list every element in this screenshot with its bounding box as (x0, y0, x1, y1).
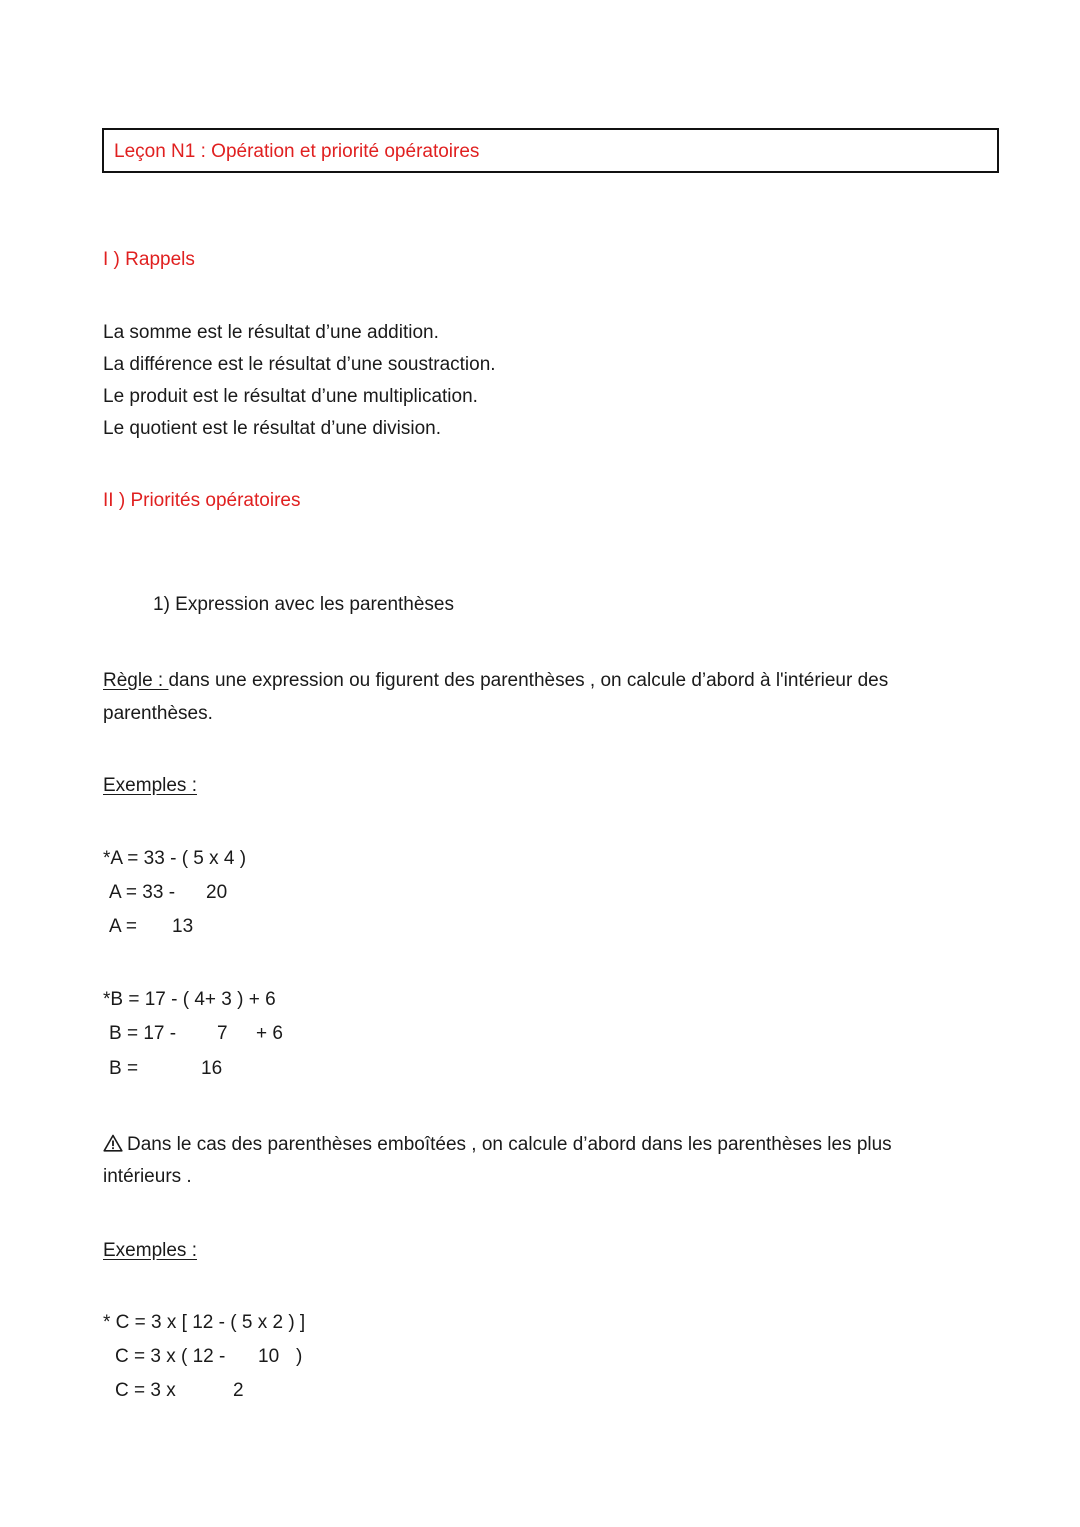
definition-line: Le produit est le résultat d’une multiplication. (103, 386, 478, 407)
example-b-line-3-left: B = (109, 1058, 139, 1079)
example-a-line-3-value: 13 (172, 916, 194, 937)
example-c-line-3-value: 2 (233, 1380, 244, 1401)
warning-line-2: intérieurs . (103, 1166, 192, 1187)
example-b-line-1: *B = 17 - ( 4+ 3 ) + 6 (103, 989, 276, 1010)
example-a-line-2-left: A = 33 - (109, 882, 176, 903)
rule-line-1 (103, 670, 888, 692)
section-1-heading: I ) Rappels (103, 249, 195, 270)
title-box (102, 128, 999, 173)
example-c-line-3-left: C = 3 x (115, 1380, 176, 1401)
lesson-title: Leçon N1 : Opération et priorité opératoires (114, 141, 480, 162)
definition-line: La différence est le résultat d’une soustraction. (103, 354, 496, 375)
warning-line-1 (103, 1134, 892, 1156)
example-a-line-1: *A = 33 - ( 5 x 4 ) (103, 848, 247, 869)
example-a-line-2-value: 20 (206, 882, 228, 903)
example-a-line-3-left: A = (109, 916, 137, 937)
section-2-heading: II ) Priorités opératoires (103, 490, 301, 511)
rule-text: dans une expression ou figurent des parenthèses , on calcule d’abord à l'intérieur des (168, 670, 889, 691)
rule-line-2: parenthèses. (103, 703, 213, 724)
example-b-line-3-value: 16 (201, 1058, 223, 1079)
definition-line: Le quotient est le résultat d’une division. (103, 418, 441, 439)
example-b-line-2-right: + 6 (256, 1023, 283, 1044)
examples-label: Exemples : (103, 775, 197, 796)
warning-text: Dans le cas des parenthèses emboîtées , on calcule d’abord dans les parenthèses les plus (127, 1134, 892, 1155)
warning-icon (103, 1134, 123, 1152)
example-b-line-2-left: B = 17 - (109, 1023, 177, 1044)
example-b-line-2-value: 7 (217, 1023, 228, 1044)
subsection-heading: 1) Expression avec les parenthèses (153, 594, 454, 615)
example-c-line-2-left: C = 3 x ( 12 - (115, 1346, 226, 1367)
example-c-line-1: * C = 3 x [ 12 - ( 5 x 2 ) ] (103, 1312, 306, 1333)
example-c-line-2-right: ) (296, 1346, 303, 1367)
definition-line: La somme est le résultat d’une addition. (103, 322, 439, 343)
rule-label: Règle : (103, 670, 169, 691)
examples-label: Exemples : (103, 1240, 197, 1261)
example-c-line-2-value: 10 (258, 1346, 280, 1367)
